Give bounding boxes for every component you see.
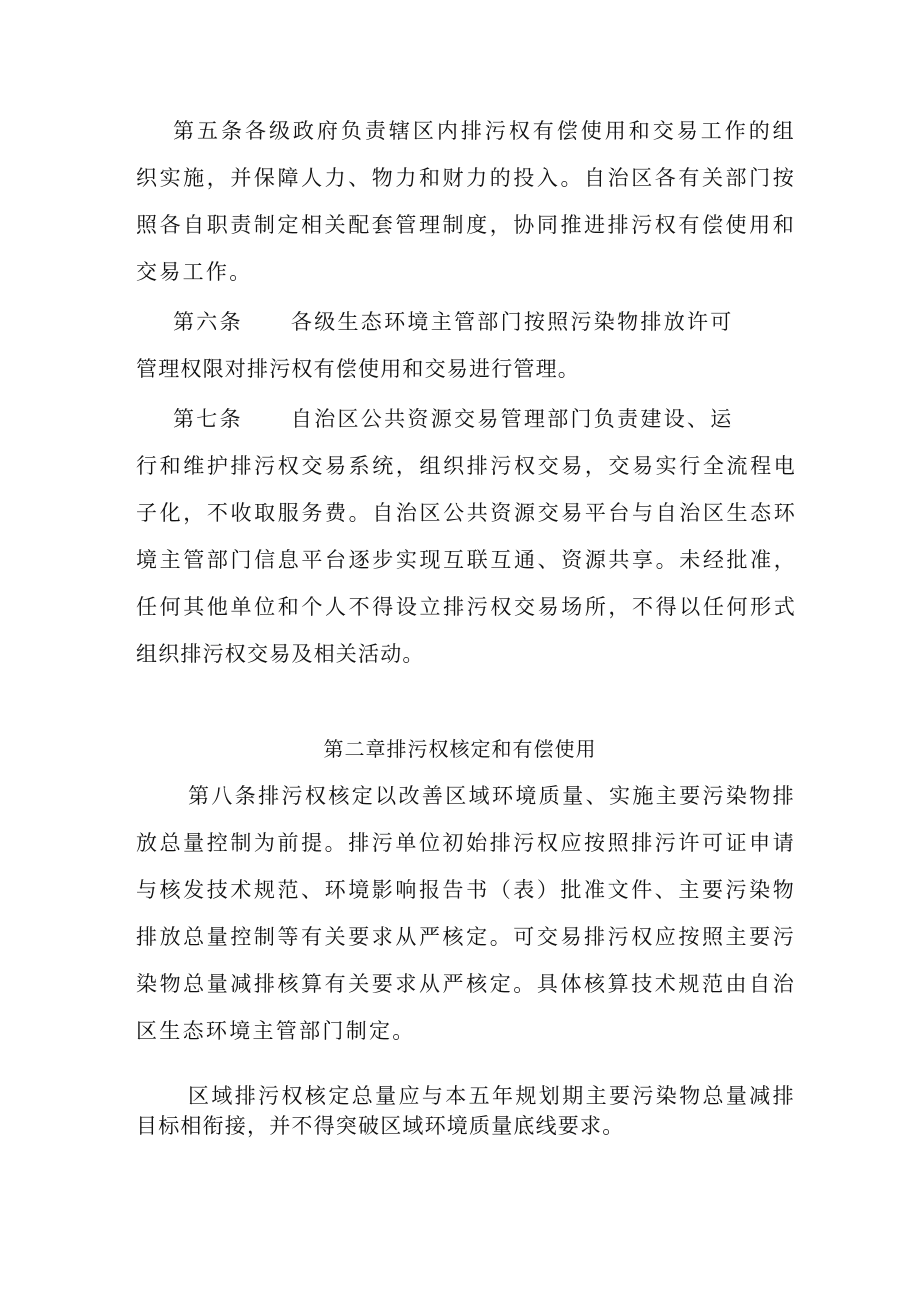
article-8-line-4: 排放总量控制等有关要求从严核定。可交易排污权应按照主要污	[136, 925, 796, 949]
article-8-line-3: 与核发技术规范、环境影响报告书（表）批准文件、主要污染物	[136, 878, 796, 902]
article-5-line-4: 交易工作。	[136, 260, 253, 284]
article-6-label: 第六条	[173, 310, 243, 334]
chapter-2-title: 第二章排污权核定和有偿使用	[323, 737, 597, 761]
article-7-line-5: 任何其他单位和个人不得设立排污权交易场所，不得以任何形式	[136, 595, 796, 619]
article-6-line-2: 管理权限对排污权有偿使用和交易进行管理。	[136, 357, 580, 381]
article-7-line-1	[136, 404, 796, 434]
article-7-line-3: 子化，不收取服务费。自治区公共资源交易平台与自治区生态环	[136, 501, 796, 525]
region-para-line-1: 区域排污权核定总量应与本五年规划期主要污染物总量减排	[188, 1084, 796, 1108]
article-5-line-2: 织实施，并保障人力、物力和财力的投入。自治区各有关部门按	[136, 166, 796, 190]
article-6-line-1	[136, 307, 796, 337]
article-7-line-2: 行和维护排污权交易系统，组织排污权交易，交易实行全流程电	[136, 454, 796, 478]
article-8-line-6: 区生态环境主管部门制定。	[136, 1019, 416, 1043]
article-7-line-6: 组织排污权交易及相关活动。	[136, 642, 425, 666]
article-6-text-1: 各级生态环境主管部门按照污染物排放许可	[290, 310, 734, 334]
article-5-line-3: 照各自职责制定相关配套管理制度，协同推进排污权有偿使用和	[136, 213, 796, 237]
article-7-text-1: 自治区公共资源交易管理部门负责建设、运	[290, 407, 734, 431]
article-8-line-1: 第八条排污权核定以改善区域环境质量、实施主要污染物排	[188, 784, 796, 808]
region-para-line-2: 目标相衔接，并不得突破区域环境质量底线要求。	[136, 1114, 625, 1138]
article-8-line-5: 染物总量减排核算有关要求从严核定。具体核算技术规范由自治	[136, 972, 796, 996]
article-8-line-2: 放总量控制为前提。排污单位初始排污权应按照排污许可证申请	[136, 831, 796, 855]
article-7-label: 第七条	[173, 407, 243, 431]
article-7-line-4: 境主管部门信息平台逐步实现互联互通、资源共享。未经批准，	[136, 548, 796, 572]
article-5-line-1: 第五条各级政府负责辖区内排污权有偿使用和交易工作的组	[173, 119, 796, 143]
